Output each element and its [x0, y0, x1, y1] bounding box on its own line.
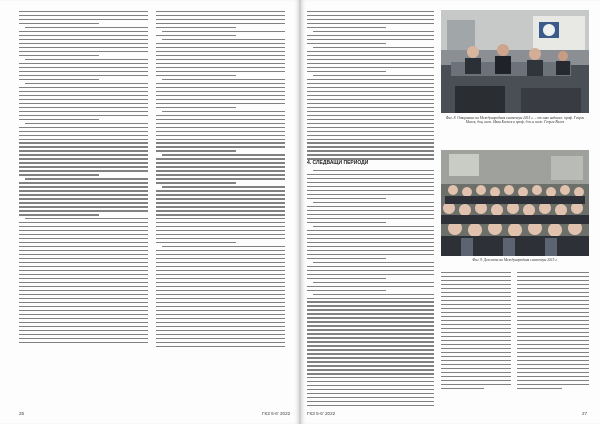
left-page-number: 26 [19, 411, 25, 416]
photo-symposium-opening [441, 10, 589, 113]
photo-symposium-delegates [441, 150, 589, 256]
right-page-column-1 [307, 11, 434, 161]
right-page-number: 27 [582, 411, 588, 416]
right-page [301, 0, 600, 424]
left-page-column-2 [156, 11, 285, 403]
photo-caption-fig8: Фиг. 8. Откриване на Международния симпозиум 2015 г. – от ляво надясно: проф. Георги Малев, доц. инж. Иван Калчев и проф. д.т.н. инж. Георги Вълев [445, 116, 585, 125]
right-page-column-1-continued [307, 170, 434, 406]
left-page [0, 0, 299, 424]
section-heading: 4. СЛЕДВАЩИ ПЕРИОДИ [307, 160, 369, 166]
left-page-journal: ГКЗ 5-6' 2022 [262, 411, 291, 416]
right-page-column-3-text [517, 272, 589, 404]
left-page-column-1 [19, 11, 148, 403]
photo-caption-fig9: Фиг. 9. Делегати на Международния симпозиум 2015 г. [472, 258, 558, 262]
right-page-column-2-text [441, 272, 511, 404]
right-page-journal: ГКЗ 5-6' 2022 [307, 411, 336, 416]
